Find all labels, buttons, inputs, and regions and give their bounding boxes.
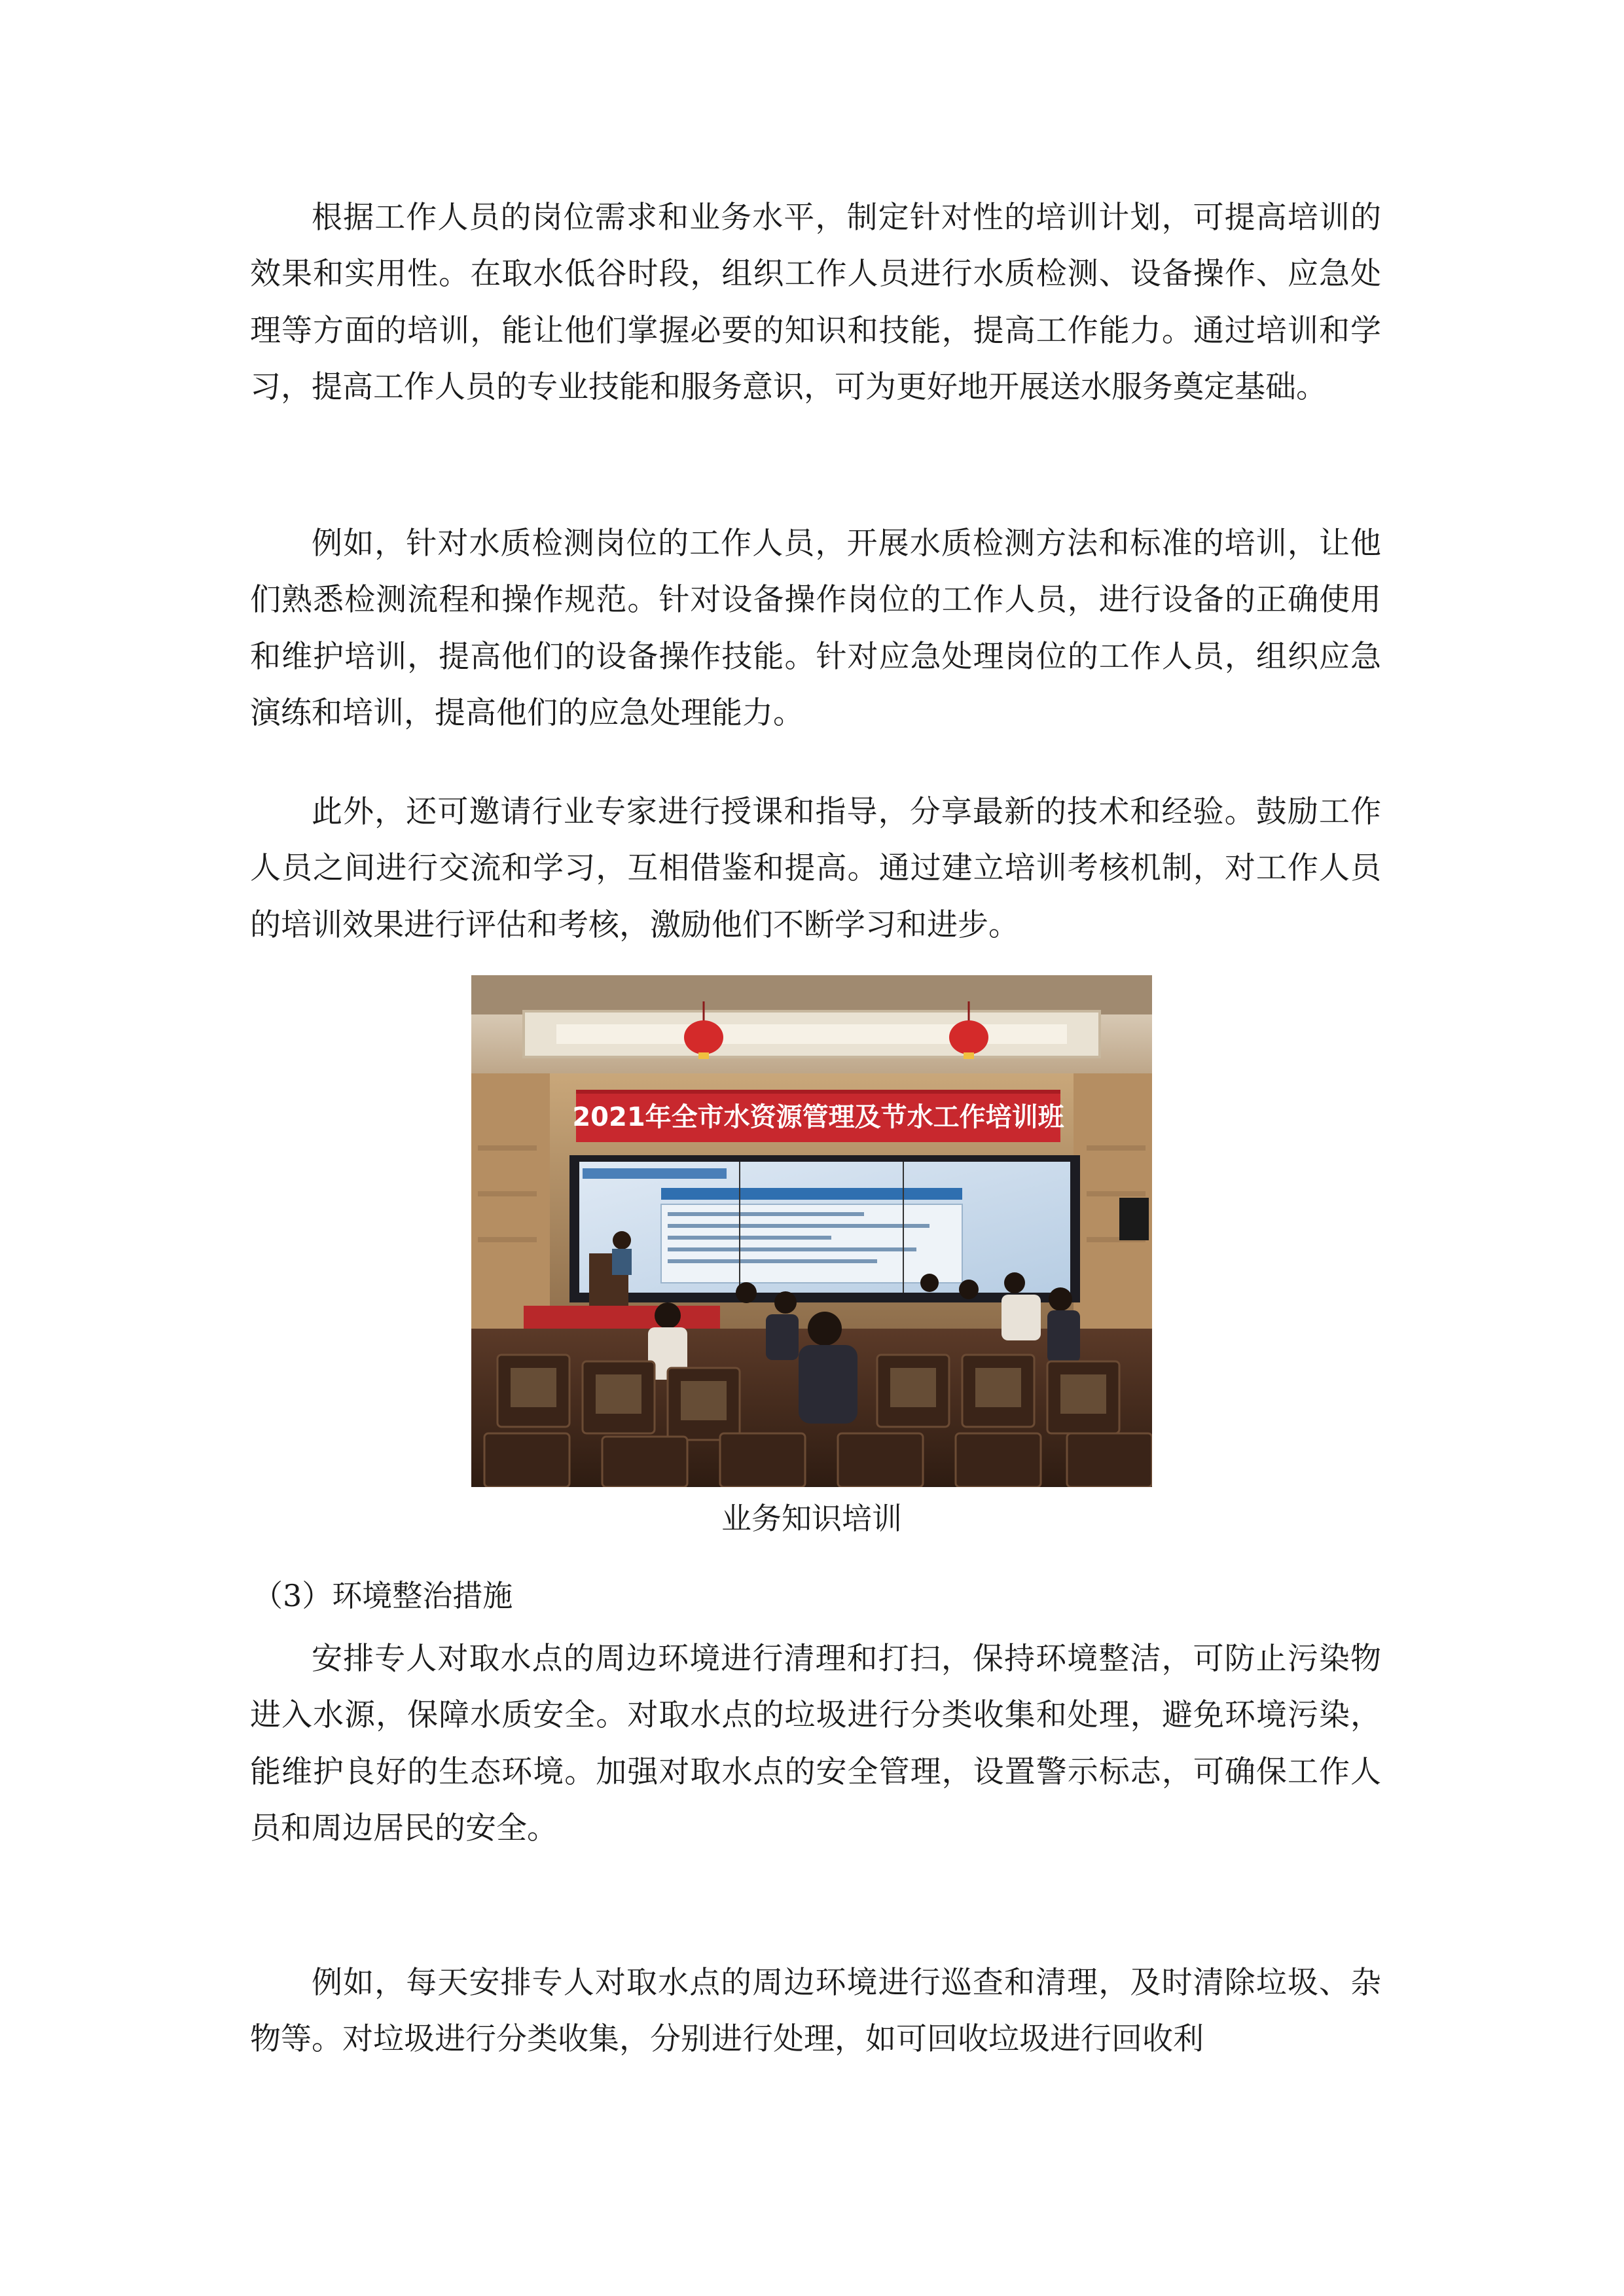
paragraph-text: 例如，针对水质检测岗位的工作人员，开展水质检测方法和标准的培训，让他们熟悉检测流程和操作规范。针对设备操作岗位的工作人员，进行设备的正确使用和维护培训，提高他们的设备操作技能。针对应急处理岗位的工作人员，组织应急演练和培训，提高他们的应急处理能力。 [250, 526, 1381, 732]
paragraph-text: 根据工作人员的岗位需求和业务水平，制定针对性的培训计划，可提高培训的效果和实用性。在取水低谷时段，组织工作人员进行水质检测、设备操作、应急处理等方面的培训，能让他们掌握必要的知识和技能，提高工作能力。通过培训和学习，提高工作人员的专业技能和服务意识，可为更好地开展送水服务奠定基础。 [250, 200, 1381, 406]
figure-caption: 业务知识培训 [721, 1501, 902, 1536]
paragraph-expert-training [250, 784, 1381, 954]
section-heading [253, 1576, 513, 1615]
paragraph-text: 此外，还可邀请行业专家进行授课和指导，分享最新的技术和经验。鼓励工作人员之间进行交流和学习，互相借鉴和提高。通过建立培训考核机制，对工作人员的培训效果进行评估和考核，激励他们不断学习和进步。 [250, 794, 1381, 943]
paragraph-text: 安排专人对取水点的周边环境进行清理和打扫，保持环境整洁，可防止污染物进入水源，保障水质安全。对取水点的垃圾进行分类收集和处理，避免环境污染，能维护良好的生态环境。加强对取水点的安全管理，设置警示标志，可确保工作人员和周边居民的安全。 [250, 1641, 1381, 1847]
paragraph-environment-cleanup [250, 1631, 1381, 1857]
paragraph-text: 例如，每天安排专人对取水点的周边环境进行巡查和清理，及时清除垃圾、杂物等。对垃圾进行分类收集，分别进行处理，如可回收垃圾进行回收利 [250, 1965, 1381, 2058]
paragraph-training-plan [250, 190, 1381, 416]
section-number: （3） [253, 1578, 333, 1613]
paragraph-training-examples [250, 516, 1381, 742]
section-title: 环境整治措施 [332, 1578, 513, 1613]
training-photo-illustration [471, 975, 1152, 1487]
training-photo [471, 975, 1152, 1487]
banner-text: 2021年全市水资源管理及节水工作培训班 [572, 1102, 1064, 1132]
paragraph-environment-examples [250, 1955, 1381, 2068]
